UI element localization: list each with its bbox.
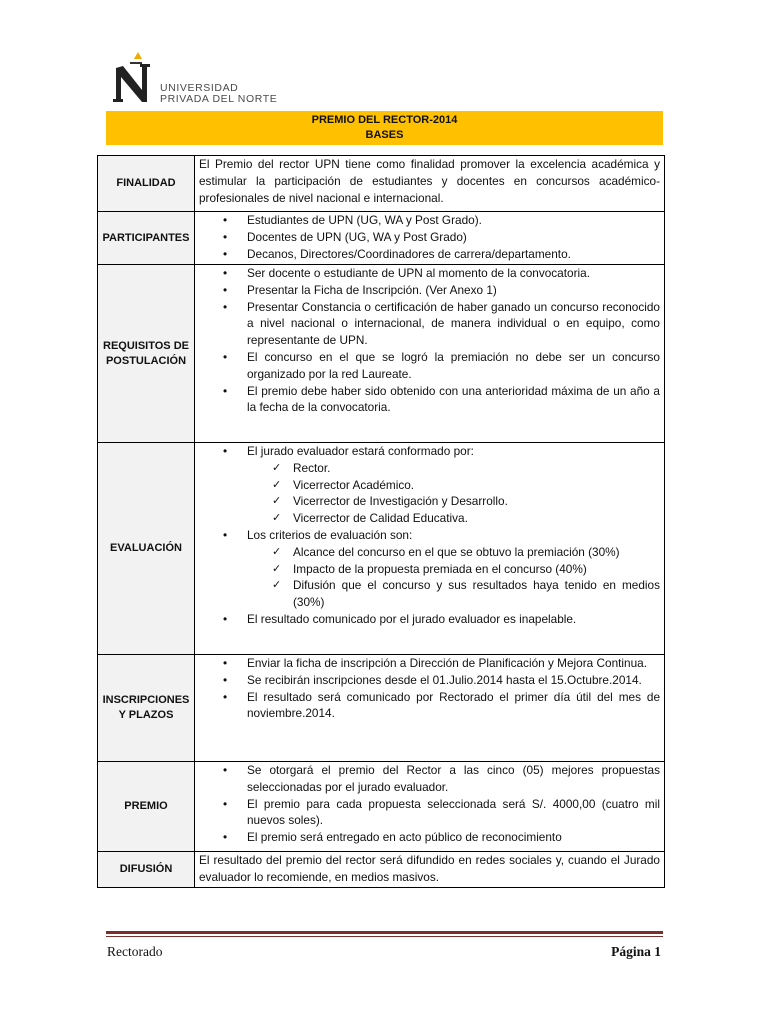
checklist-item: ✓ Vicerrector Académico.	[247, 477, 660, 494]
criterios-intro: • Los criterios de evaluación son:	[247, 527, 413, 542]
document-subtitle: BASES	[365, 129, 404, 141]
table-row	[98, 762, 665, 852]
row-content-inscripciones	[195, 655, 665, 762]
checklist-item: ✓ Vicerrector de Investigación y Desarrollo.	[247, 493, 660, 510]
requisitos-list	[199, 265, 660, 416]
checklist-item: ✓ Difusión que el concurso y sus resultados haya tenido en medios (30%)	[247, 577, 660, 611]
finalidad-text: El Premio del rector UPN tiene como finalidad promover la excelencia académica y estimular la participación de estudiantes y docentes en concursos académico-profesionales de nivel nacional e internacional.	[199, 157, 660, 205]
row-content-premio	[195, 762, 665, 852]
list-item: • El concurso en el que se logró la premiación no debe ser un concurso organizado por la red Laureate.	[199, 349, 660, 383]
list-item: • Se otorgará el premio del Rector a las cinco (05) mejores propuestas seleccionadas por el jurado evaluador.	[199, 762, 660, 796]
table-row	[98, 212, 665, 265]
list-item: • Decanos, Directores/Coordinadores de carrera/departamento.	[199, 246, 660, 263]
list-item: • El resultado será comunicado por Rectorado el primer día útil del mes de noviembre.2014.	[199, 689, 660, 723]
table-row	[98, 265, 665, 443]
row-label-inscripciones: INSCRIPCIONES Y PLAZOS	[98, 655, 195, 762]
list-item: • Se recibirán inscripciones desde el 01.Julio.2014 hasta el 15.Octubre.2014.	[199, 672, 660, 689]
row-content-requisitos	[195, 265, 665, 443]
logo-line1: UNIVERSIDAD	[160, 82, 239, 94]
logo-line2: PRIVADA DEL NORTE	[160, 93, 278, 105]
list-item	[199, 443, 660, 527]
jurado-intro: • El jurado evaluador estará conformado por:	[247, 444, 474, 458]
row-content-difusion	[195, 852, 665, 888]
inscripciones-list	[199, 655, 660, 722]
table-row	[98, 443, 665, 655]
list-item: • Ser docente o estudiante de UPN al momento de la convocatoria.	[199, 265, 660, 282]
footer-page-number: Página 1	[611, 944, 661, 959]
premio-list	[199, 762, 660, 846]
document-title: PREMIO DEL RECTOR-2014	[311, 114, 458, 126]
footer-rule-thin	[106, 936, 663, 937]
list-item: • El premio debe haber sido obtenido con una anterioridad máxima de un año a la fecha de la convocatoria.	[199, 383, 660, 417]
list-item: • Docentes de UPN (UG, WA y Post Grado)	[199, 229, 660, 246]
row-label-premio: PREMIO	[98, 762, 195, 852]
criterios-list	[247, 544, 660, 611]
bases-table	[97, 155, 665, 888]
footer-department: Rectorado	[107, 944, 163, 959]
row-label-participantes: PARTICIPANTES	[98, 212, 195, 265]
list-item: • El resultado comunicado por el jurado evaluador es inapelable.	[199, 611, 660, 628]
row-content-evaluacion	[195, 443, 665, 655]
table-row	[98, 156, 665, 212]
list-item: • El premio para cada propuesta seleccionada será S/. 4000,00 (cuatro mil nuevos soles).	[199, 796, 660, 830]
list-item: • Presentar la Ficha de Inscripción. (Ver Anexo 1)	[199, 282, 660, 299]
upn-n-mark-icon	[112, 52, 158, 104]
row-label-difusion: DIFUSIÓN	[98, 852, 195, 888]
row-label-evaluacion: EVALUACIÓN	[98, 443, 195, 655]
checklist-item: ✓ Vicerrector de Calidad Educativa.	[247, 510, 660, 527]
jurado-list	[247, 460, 660, 527]
list-item: • Presentar Constancia o certificación de haber ganado un concurso reconocido a nivel nacional o internacional, de manera individual o en equipo, como representante de UPN.	[199, 299, 660, 349]
table-row	[98, 655, 665, 762]
table-row	[98, 852, 665, 888]
checklist-item: ✓ Rector.	[247, 460, 660, 477]
row-label-requisitos: REQUISITOS DE POSTULACIÓN	[98, 265, 195, 443]
row-content-finalidad	[195, 156, 665, 212]
evaluacion-list	[199, 443, 660, 628]
upn-logo	[112, 50, 312, 106]
list-item: • El premio será entregado en acto público de reconocimiento	[199, 829, 660, 846]
list-item: • Enviar la ficha de inscripción a Dirección de Planificación y Mejora Continua.	[199, 655, 660, 672]
list-item	[199, 527, 660, 611]
row-content-participantes	[195, 212, 665, 265]
row-label-finalidad: FINALIDAD	[98, 156, 195, 212]
footer-rule-thick	[106, 931, 663, 934]
list-item: • Estudiantes de UPN (UG, WA y Post Grado).	[199, 212, 660, 229]
title-bar	[106, 111, 663, 145]
difusion-text: El resultado del premio del rector será difundido en redes sociales y, cuando el Jurado evaluador lo recomiende, en medios masivos.	[199, 853, 660, 884]
participantes-list	[199, 212, 660, 262]
logo-text	[160, 83, 277, 105]
checklist-item: ✓ Alcance del concurso en el que se obtuvo la premiación (30%)	[247, 544, 660, 561]
checklist-item: ✓ Impacto de la propuesta premiada en el concurso (40%)	[247, 561, 660, 578]
